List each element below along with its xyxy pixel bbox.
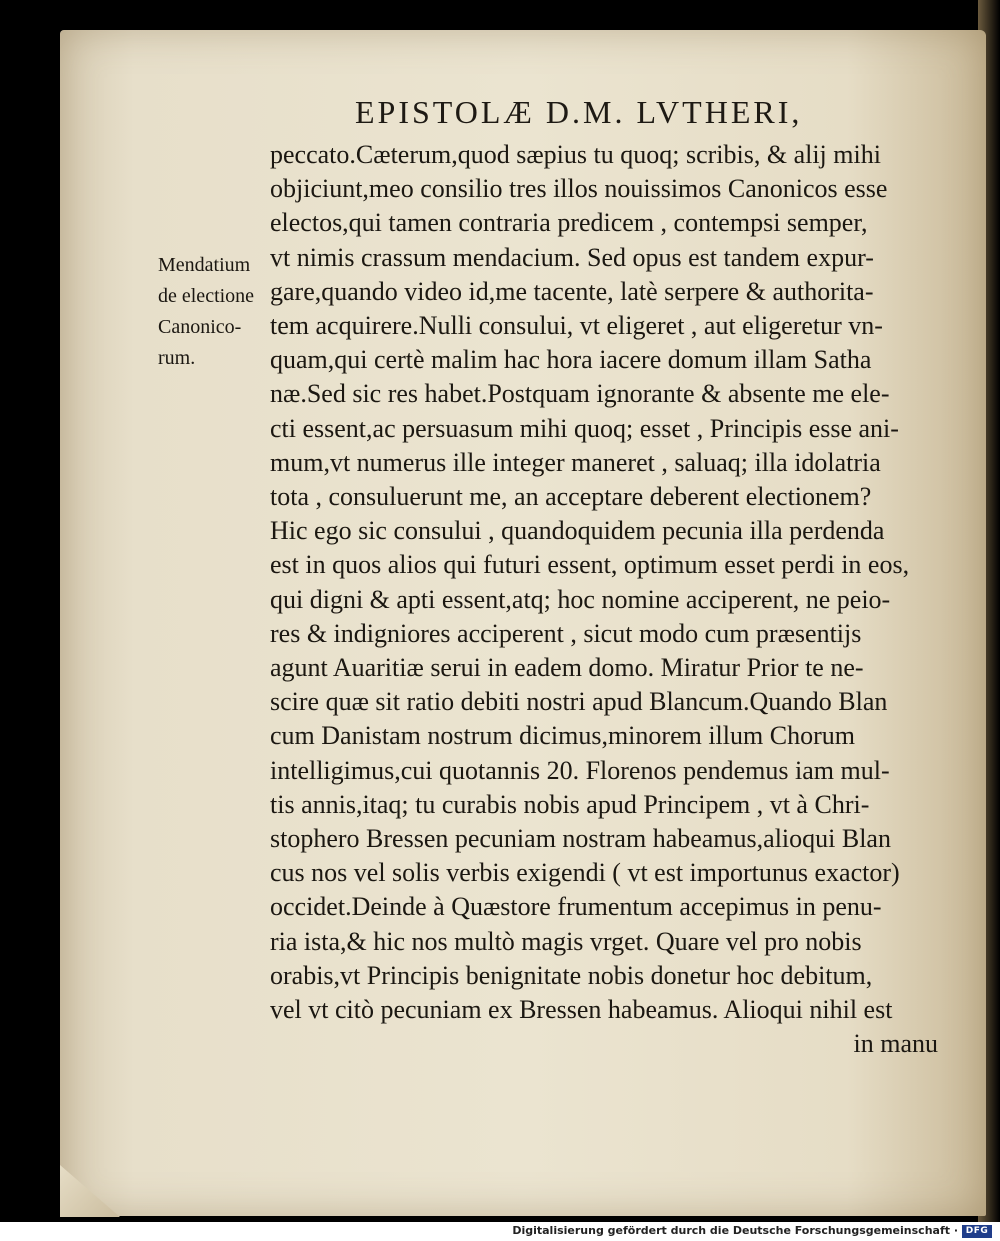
marginal-note [158,250,278,374]
text-line: gare,quando video id,me tacente, latè serpere & authorita- [270,276,874,306]
text-line: qui digni & apti essent,atq; hoc nomine acciperent, ne peio- [270,584,891,614]
footer-bar [0,1222,1000,1241]
text-line: electos,qui tamen contraria predicem , contempsi semper, [270,208,868,238]
text-line: næ.Sed sic res habet.Postquam ignorante & absente me ele- [270,379,890,409]
body-text [270,138,938,1061]
text-line: mum,vt numerus ille integer maneret , saluaq; illa idolatria [270,447,881,477]
text-line: orabis,vt Principis benignitate nobis donetur hoc debitum, [270,960,873,990]
text-line: cti essent,ac persuasum mihi quoq; esset , Principis esse ani- [270,413,899,443]
text-line: cus nos vel solis verbis exigendi ( vt est importunus exactor) [270,858,900,888]
text-line: occidet.Deinde à Quæstore frumentum accepimus in penu- [270,892,882,922]
running-header: EPISTOLÆ D.M. LVTHERI, [355,94,803,130]
marginal-note-line: Canonico- [158,316,242,338]
catchword: in manu [853,1029,938,1059]
marginal-note-line: rum. [158,347,196,369]
text-line: ria ista,& hic nos multò magis vrget. Quare vel pro nobis [270,926,862,956]
marginal-note-line: de electione [158,285,255,307]
text-line: tis annis,itaq; tu curabis nobis apud Principem , vt à Chri- [270,789,870,819]
text-line: agunt Auaritiæ serui in eadem domo. Miratur Prior te ne- [270,653,864,683]
text-line: peccato.Cæterum,quod sæpius tu quoq; scribis, & alij mihi [270,140,881,169]
text-line: vel vt citò pecuniam ex Bressen habeamus. Alioqui nihil est [270,995,893,1025]
text-line: vt nimis crassum mendacium. Sed opus est tandem expur- [270,242,874,272]
text-line: intelligimus,cui quotannis 20. Florenos pendemus iam mul- [270,755,890,785]
marginal-note-line: Mendatium [158,254,251,276]
text-line: scire quæ sit ratio debiti nostri apud Blancum.Quando Blan [270,687,888,717]
text-line: tem acquirere.Nulli consului, vt eligeret , aut eligeretur vn- [270,311,883,341]
text-line: est in quos alios qui futuri essent, optimum esset perdi in eos, [270,550,910,580]
text-line: quam,qui certè malim hac hora iacere domum illam Satha [270,345,872,375]
text-line: res & indigniores acciperent , sicut modo cum præsentijs [270,618,862,648]
footer-credit: Digitalisierung gefördert durch die Deutsche Forschungsgemeinschaft · [512,1224,958,1237]
dfg-logo-icon: DFG [962,1225,992,1238]
text-line: Hic ego sic consului , quandoquidem pecunia illa perdenda [270,516,885,546]
text-line: stophero Bressen pecuniam nostram habeamus,alioqui Blan [270,824,891,854]
text-line: cum Danistam nostrum dicimus,minorem illum Chorum [270,721,855,751]
text-line: objiciunt,meo consilio tres illos nouissimos Canonicos esse [270,174,888,204]
text-line: tota , consuluerunt me, an acceptare deberent electionem? [270,482,872,512]
